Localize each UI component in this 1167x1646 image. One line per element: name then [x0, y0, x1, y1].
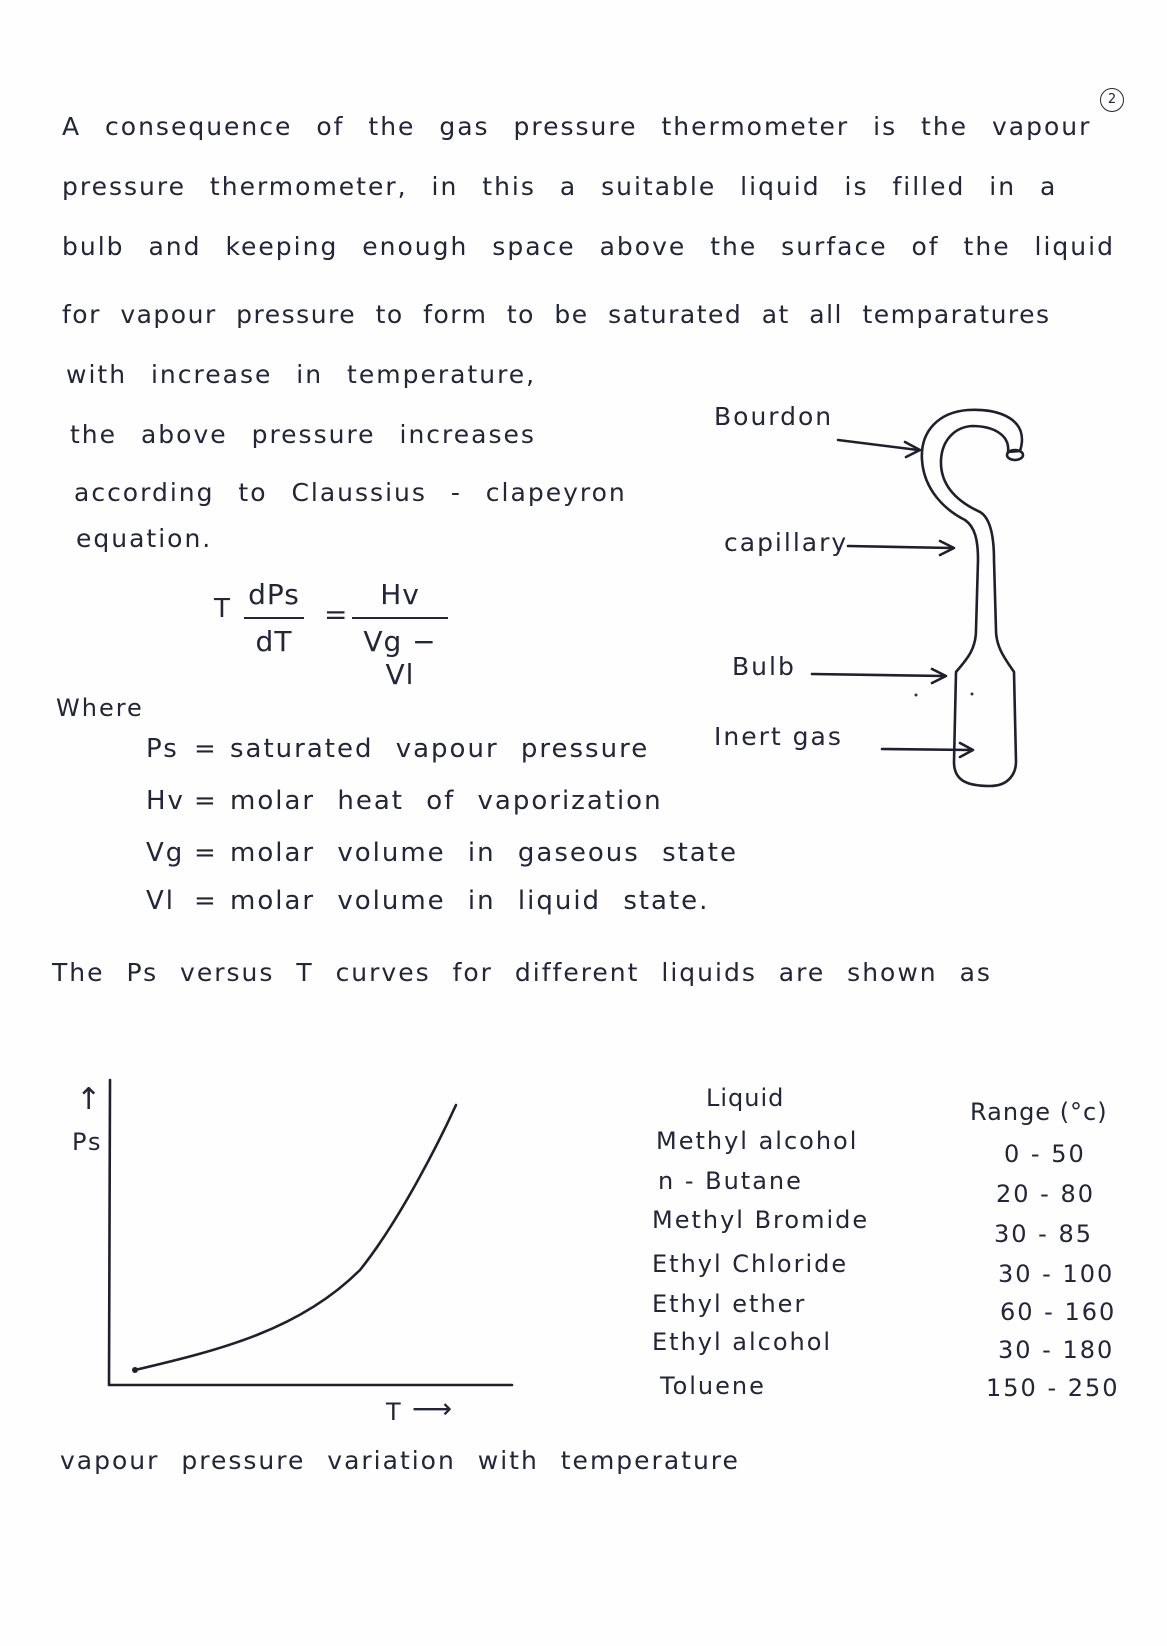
equation-lhs-denominator: dT [255, 625, 293, 658]
paragraph-line-3: bulb and keeping enough space above the surface of the liquid [62, 232, 1115, 261]
definition-symbol: Vl [146, 886, 176, 916]
curve-start-point [132, 1367, 138, 1373]
exponential-curve [135, 1105, 456, 1370]
curves-intro-text: The Ps versus T curves for different liquids are shown as [52, 958, 992, 987]
equation-lhs-numerator: dPs [248, 578, 300, 611]
x-axis-arrow-icon: ⟶ [412, 1392, 455, 1425]
definition-symbol: Ps [146, 734, 179, 764]
y-axis-arrow-icon: ↑ [76, 1082, 104, 1117]
table-cell-range: 60 - 160 [1000, 1298, 1117, 1326]
paragraph-line-8: equation. [76, 524, 213, 553]
table-cell-range: 0 - 50 [1004, 1140, 1086, 1168]
definition-equals: = [194, 838, 218, 868]
graph-axes [109, 1080, 512, 1385]
paragraph-line-2: pressure thermometer, in this a suitable liquid is filled in a [62, 172, 1058, 201]
definition-equals: = [194, 786, 218, 816]
label-capillary: capillary [724, 528, 849, 557]
paragraph-line-1: A consequence of the gas pressure thermometer is the vapour [62, 112, 1092, 141]
table-cell-liquid: Toluene [660, 1372, 766, 1400]
table-cell-range: 30 - 85 [994, 1220, 1093, 1248]
definition-equals: = [194, 886, 218, 916]
table-cell-liquid: Ethyl ether [652, 1290, 807, 1318]
equation-rhs-numerator: Hv [380, 578, 420, 611]
definition-meaning: molar volume in gaseous state [230, 838, 738, 868]
paragraph-line-5: with increase in temperature, [66, 360, 537, 389]
table-cell-liquid: Ethyl Chloride [652, 1250, 849, 1278]
label-inert-gas: Inert gas [714, 722, 843, 751]
table-cell-range: 20 - 80 [996, 1180, 1095, 1208]
definition-meaning: saturated vapour pressure [230, 734, 650, 764]
table-cell-range: 30 - 180 [998, 1336, 1115, 1364]
where-label: Where [56, 694, 144, 722]
paragraph-line-4: for vapour pressure to form to be saturated at all temparatures [62, 300, 1051, 329]
table-cell-range: 150 - 250 [986, 1374, 1120, 1402]
x-axis-label: T [386, 1398, 403, 1426]
equation-rhs-denominator: Vg − Vl [363, 625, 437, 691]
equation-prefix-T: T [214, 594, 232, 624]
table-header-range: Range (°c) [970, 1098, 1108, 1126]
table-cell-liquid: Methyl alcohol [656, 1127, 859, 1155]
label-bulb: Bulb [732, 652, 796, 681]
definition-meaning: molar volume in liquid state. [230, 886, 710, 916]
table-header-liquid: Liquid [706, 1084, 785, 1112]
definition-meaning: molar heat of vaporization [230, 786, 663, 816]
definition-equals: = [194, 734, 218, 764]
paragraph-line-6: the above pressure increases [70, 420, 536, 449]
label-bourdon: Bourdon [714, 402, 834, 431]
graph-caption: vapour pressure variation with temperature [60, 1446, 740, 1475]
definition-symbol: Vg [146, 838, 185, 868]
table-cell-range: 30 - 100 [998, 1260, 1115, 1288]
page-number: 2 [1100, 88, 1124, 112]
y-axis-label: Ps [72, 1128, 103, 1156]
table-cell-liquid: n - Butane [658, 1167, 803, 1195]
table-cell-liquid: Methyl Bromide [652, 1206, 870, 1234]
equation-equals: = [324, 598, 350, 631]
table-cell-liquid: Ethyl alcohol [652, 1328, 833, 1356]
paragraph-line-7: according to Claussius - clapeyron [74, 478, 627, 507]
definition-symbol: Hv [146, 786, 185, 816]
